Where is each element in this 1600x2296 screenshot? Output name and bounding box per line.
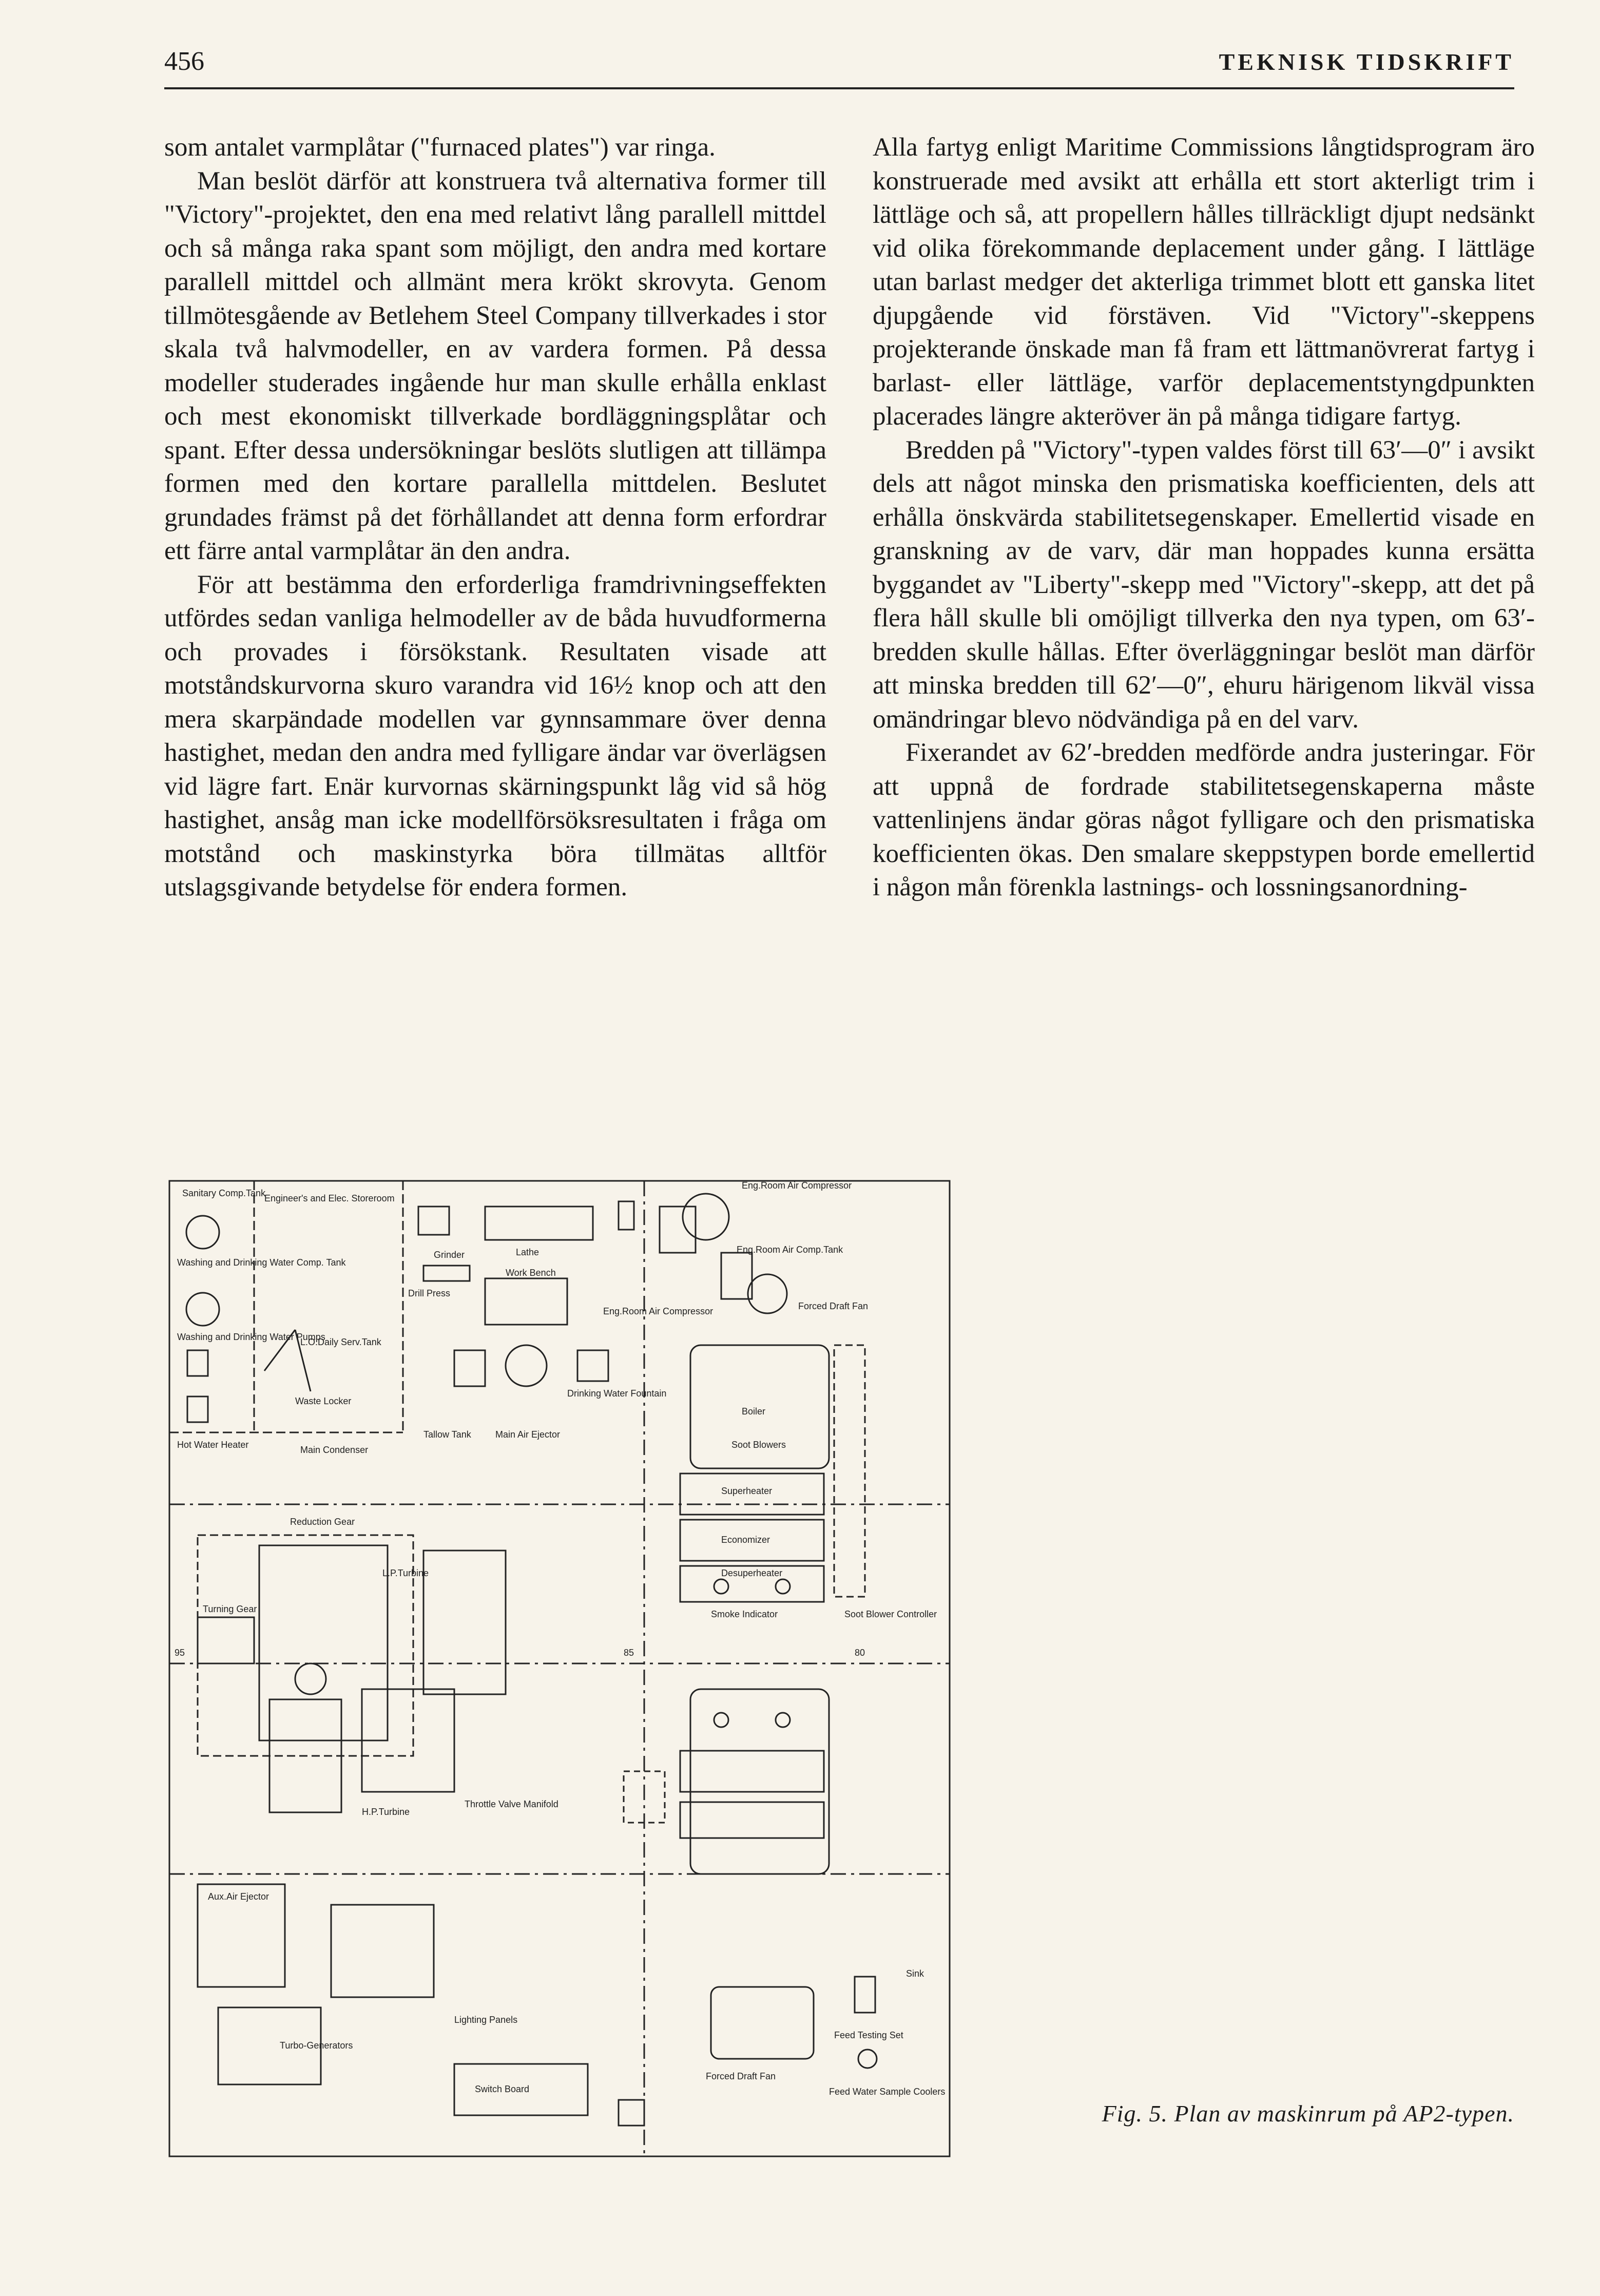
label-lighting-panels: Lighting Panels	[454, 2015, 518, 2025]
label-switch-board: Switch Board	[475, 2084, 530, 2094]
label-sink: Sink	[906, 1968, 924, 1979]
label-turning-gear: Turning Gear	[203, 1604, 257, 1614]
label-work-bench: Work Bench	[506, 1268, 556, 1278]
label-lo-tank: L.O.Daily Serv.Tank	[300, 1337, 381, 1347]
paragraph: Man beslöt därför att konstruera två alternativa former till "Victory"-projektet, den ena med relativt lång parallell mittdel och så många raka spant som möjligt, den andra med kortare parallell mittdel och allmänt mera krökt skrovyta. Genom tillmötesgående av Betlehem Steel Company tillverkades i stor skala två halvmodeller, en av vardera formen. På dessa modeller studerades ingående hur man skulle erhålla enklast och mest ekonomiskt tillverkade bordläggningsplåtar och spant. Efter dessa undersökningar beslöts slutligen att tillämpa formen med den kortare parallella mittdelen. Beslutet grundades främst på det förhållandet att denna form erfordrar ett färre antal varmplåtar än den andra.	[164, 166, 826, 565]
label-turbo-generators: Turbo-Generators	[280, 2040, 353, 2051]
label-reduction-gear: Reduction Gear	[290, 1517, 355, 1527]
label-forced-draft-fan: Forced Draft Fan	[798, 1301, 869, 1311]
label-boiler: Boiler	[742, 1406, 766, 1417]
label-feed-testing-set: Feed Testing Set	[834, 2030, 903, 2040]
paragraph: Fixerandet av 62′-bredden medförde andra justeringar. För att uppnå de fordrade stabilitetsegenskaperna måste vattenlinjens ändar göras något fylligare och den prismatiska koefficienten ökas. Den smalare skeppstypen borde emellertid i någon mån förenkla lastnings- och lossningsanordning-	[873, 738, 1535, 902]
label-eng-air-compressor-mid: Eng.Room Air Compressor	[603, 1306, 714, 1316]
label-sanitary: Sanitary Comp.Tank	[182, 1188, 266, 1198]
label-forced-draft-fan-bottom: Forced Draft Fan	[706, 2071, 776, 2081]
label-eng-air-comp-tank: Eng.Room Air Comp.Tank	[737, 1245, 843, 1255]
label-hot-water-heater: Hot Water Heater	[177, 1440, 249, 1450]
label-washing-tank: Washing and Drinking Water Comp. Tank	[177, 1257, 346, 1268]
paragraph: För att bestämma den erforderliga framdrivningseffekten utfördes sedan vanliga helmodeller av de båda huvudformerna och provades i försökstank. Resultaten visade att motståndskurvorna skuro varandra vid 16½ knop och att den mera skarpändade modellen var gynnsammare över denna hastighet, medan den andra med fylligare ändar var överlägsen vid lägre fart. Enär kurvornas skärningspunkt låg vid så hög hastighet, ansåg man icke modellförsöksresultaten i fråga om motstånd och maskinstyrka böra tillmätas alltför utslagsgivande betydelse för endera formen.	[164, 570, 826, 902]
label-tallow-tank: Tallow Tank	[423, 1429, 471, 1440]
left-column	[164, 131, 826, 905]
frame-number-85: 85	[624, 1648, 634, 1658]
label-soot-blower-controller: Soot Blower Controller	[844, 1609, 937, 1619]
engine-room-plan-figure	[167, 1176, 952, 2161]
label-main-air-ejector: Main Air Ejector	[495, 1429, 561, 1440]
label-feed-water-coolers: Feed Water Sample Coolers	[829, 2087, 946, 2097]
label-drill-press: Drill Press	[408, 1288, 451, 1298]
label-lathe: Lathe	[516, 1247, 539, 1257]
label-washing-pumps: Washing and Drinking Water Pumps	[177, 1332, 325, 1342]
right-column	[873, 131, 1535, 905]
page-header	[164, 41, 1514, 89]
label-desuperheater: Desuperheater	[721, 1568, 783, 1578]
label-grinder: Grinder	[434, 1250, 465, 1260]
label-smoke-indicator: Smoke Indicator	[711, 1609, 778, 1619]
label-main-condenser: Main Condenser	[300, 1445, 369, 1455]
engine-room-plan-drawing	[167, 1176, 952, 2161]
label-hp-turbine: H.P.Turbine	[362, 1807, 410, 1817]
paragraph: som antalet varmplåtar ("furnaced plates") var ringa.	[164, 133, 716, 162]
label-drinking-fountain: Drinking Water Fountain	[567, 1388, 667, 1399]
label-economizer: Economizer	[721, 1535, 770, 1545]
page-number: 456	[164, 47, 204, 76]
journal-title: TEKNISK TIDSKRIFT	[1219, 49, 1514, 75]
label-throttle-valve: Throttle Valve Manifold	[465, 1799, 558, 1809]
label-superheater: Superheater	[721, 1486, 773, 1496]
paragraph: Alla fartyg enligt Maritime Commissions långtidsprogram äro konstruerade med avsikt att erhålla ett stort akterligt trim i lättläge och så, att propellern hålles tillräckligt djupt nedsänkt vid olika förekommande deplacement under gång. I lättläge utan barlast medger det akterliga trimmet blott ett ganska litet djupgående vid förstäven. Vid "Victory"-skeppens projekterande önskade man få fram ett lättmanövrerat fartyg i barlast- eller lättläge, varför deplacementstyngdpunkten placerades längre akteröver än på många tidigare fartyg.	[873, 133, 1535, 431]
label-soot-blowers: Soot Blowers	[731, 1440, 786, 1450]
plan-outline	[169, 1181, 950, 2156]
label-aux-air-ejector: Aux.Air Ejector	[208, 1891, 269, 1902]
figure-caption: Fig. 5. Plan av maskinrum på AP2-typen.	[1102, 2100, 1514, 2127]
label-engineers-storeroom: Engineer's and Elec. Storeroom	[264, 1193, 395, 1203]
label-lp-turbine: L.P.Turbine	[382, 1568, 429, 1578]
frame-number-95: 95	[175, 1648, 185, 1658]
label-eng-air-compressor-top: Eng.Room Air Compressor	[742, 1180, 852, 1191]
frame-number-80: 80	[855, 1648, 865, 1658]
paragraph: Bredden på "Victory"-typen valdes först till 63′—0″ i avsikt dels att något minska den prismatiska koefficienten, dels att erhålla önskvärda stabilitetsegenskaper. Emellertid visade en granskning av de varv, där man hoppades kunna ersätta byggandet av "Liberty"-skepp med "Victory"-skepp, att det på flera håll skulle bli omöjligt tillverka den nya typen, om 63′-bredden skulle hållas. Efter överläggningar beslöt man därför att minska bredden till 62′—0″, ehuru härigenom likväl vissa omändringar blevo nödvändiga på en del varv.	[873, 435, 1535, 734]
label-waste-locker: Waste Locker	[295, 1396, 352, 1406]
